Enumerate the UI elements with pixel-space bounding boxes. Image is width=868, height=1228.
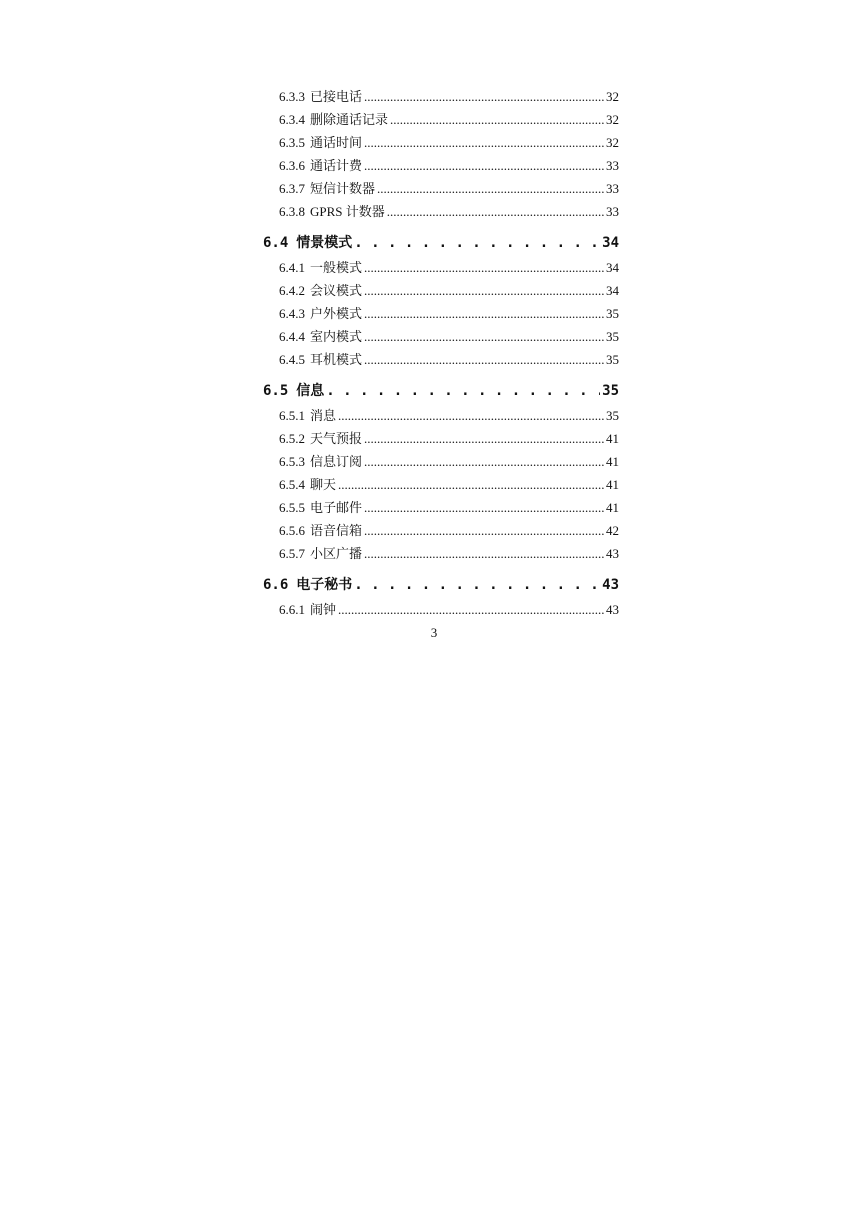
dot-leader (354, 573, 600, 598)
dot-leader (364, 279, 604, 302)
entry-page: 43 (606, 602, 619, 617)
entry-number: 6.5.6 (279, 523, 305, 538)
entry-title: 闹钟 (310, 602, 337, 617)
toc-section[interactable] (263, 379, 619, 404)
entry-page: 42 (606, 523, 619, 538)
entry-title: 耳机模式 (310, 352, 363, 367)
toc-entry[interactable] (263, 85, 619, 108)
dot-leader (326, 379, 600, 404)
entry-page: 35 (606, 352, 619, 367)
table-of-contents (263, 85, 619, 621)
section-number: 6.6 (263, 577, 289, 593)
entry-title: 一般模式 (310, 260, 363, 275)
entry-title: 室内模式 (310, 329, 363, 344)
entry-number: 6.6.1 (279, 602, 305, 617)
entry-page: 41 (606, 477, 619, 492)
toc-entry[interactable] (263, 279, 619, 302)
entry-number: 6.4.1 (279, 260, 305, 275)
toc-entry[interactable] (263, 154, 619, 177)
dot-leader (364, 85, 604, 108)
entry-title: 信息订阅 (310, 454, 363, 469)
toc-entry[interactable] (263, 450, 619, 473)
toc-entry[interactable] (263, 348, 619, 371)
dot-leader (364, 325, 604, 348)
entry-page: 41 (606, 454, 619, 469)
toc-entry[interactable] (263, 427, 619, 450)
entry-page: 41 (606, 431, 619, 446)
entry-title: 户外模式 (310, 306, 363, 321)
section-title: 信息 (296, 383, 325, 399)
dot-leader (390, 108, 604, 131)
toc-entry[interactable] (263, 325, 619, 348)
toc-entry[interactable] (263, 131, 619, 154)
toc-section[interactable] (263, 231, 619, 256)
toc-entry[interactable] (263, 256, 619, 279)
entry-title: GPRS 计数器 (310, 204, 385, 219)
entry-number: 6.5.2 (279, 431, 305, 446)
entry-title: 会议模式 (310, 283, 363, 298)
entry-title: 语音信箱 (310, 523, 363, 538)
entry-page: 35 (606, 306, 619, 321)
entry-title: 已接电话 (310, 89, 363, 104)
entry-number: 6.5.4 (279, 477, 305, 492)
entry-page: 43 (606, 546, 619, 561)
toc-entry[interactable] (263, 177, 619, 200)
dot-leader (338, 598, 604, 621)
entry-page: 34 (606, 260, 619, 275)
entry-number: 6.5.7 (279, 546, 305, 561)
entry-number: 6.3.6 (279, 158, 305, 173)
dot-leader (364, 519, 604, 542)
entry-number: 6.3.4 (279, 112, 305, 127)
entry-page: 33 (606, 204, 619, 219)
entry-number: 6.4.2 (279, 283, 305, 298)
section-title: 情景模式 (296, 235, 353, 251)
entry-page: 33 (606, 181, 619, 196)
entry-number: 6.5.1 (279, 408, 305, 423)
entry-page: 32 (606, 89, 619, 104)
entry-number: 6.5.3 (279, 454, 305, 469)
page-number: 3 (430, 625, 438, 640)
entry-number: 6.4.4 (279, 329, 305, 344)
entry-number: 6.5.5 (279, 500, 305, 515)
toc-entry[interactable] (263, 302, 619, 325)
dot-leader (364, 427, 604, 450)
entry-page: 32 (606, 135, 619, 150)
dot-leader (387, 200, 604, 223)
entry-title: 删除通话记录 (310, 112, 389, 127)
dot-leader (354, 231, 600, 256)
dot-leader (377, 177, 604, 200)
toc-entry[interactable] (263, 404, 619, 427)
toc-entry[interactable] (263, 542, 619, 565)
entry-page: 41 (606, 500, 619, 515)
toc-entry[interactable] (263, 473, 619, 496)
entry-number: 6.4.3 (279, 306, 305, 321)
toc-entry[interactable] (263, 108, 619, 131)
dot-leader (338, 404, 604, 427)
entry-number: 6.3.8 (279, 204, 305, 219)
entry-page: 33 (606, 158, 619, 173)
entry-title: 消息 (310, 408, 337, 423)
dot-leader (364, 131, 604, 154)
dot-leader (338, 473, 604, 496)
entry-title: 天气预报 (310, 431, 363, 446)
dot-leader (364, 348, 604, 371)
dot-leader (364, 154, 604, 177)
section-number: 6.4 (263, 235, 289, 251)
entry-title: 通话计费 (310, 158, 363, 173)
section-title: 电子秘书 (296, 577, 353, 593)
section-number: 6.5 (263, 383, 289, 399)
entry-number: 6.3.3 (279, 89, 305, 104)
entry-number: 6.3.7 (279, 181, 305, 196)
entry-page: 35 (606, 408, 619, 423)
dot-leader (364, 256, 604, 279)
toc-entry[interactable] (263, 200, 619, 223)
entry-number: 6.4.5 (279, 352, 305, 367)
entry-title: 短信计数器 (310, 181, 376, 196)
section-page: 34 (602, 235, 619, 251)
toc-entry[interactable] (263, 519, 619, 542)
entry-title: 小区广播 (310, 546, 363, 561)
entry-page: 35 (606, 329, 619, 344)
dot-leader (364, 496, 604, 519)
section-page: 35 (602, 383, 619, 399)
entry-title: 通话时间 (310, 135, 363, 150)
dot-leader (364, 450, 604, 473)
toc-entry[interactable] (263, 598, 619, 621)
toc-section[interactable] (263, 573, 619, 598)
toc-entry[interactable] (263, 496, 619, 519)
entry-page: 32 (606, 112, 619, 127)
section-page: 43 (602, 577, 619, 593)
dot-leader (364, 302, 604, 325)
entry-title: 电子邮件 (310, 500, 363, 515)
entry-page: 34 (606, 283, 619, 298)
entry-title: 聊天 (310, 477, 337, 492)
dot-leader (364, 542, 604, 565)
entry-number: 6.3.5 (279, 135, 305, 150)
